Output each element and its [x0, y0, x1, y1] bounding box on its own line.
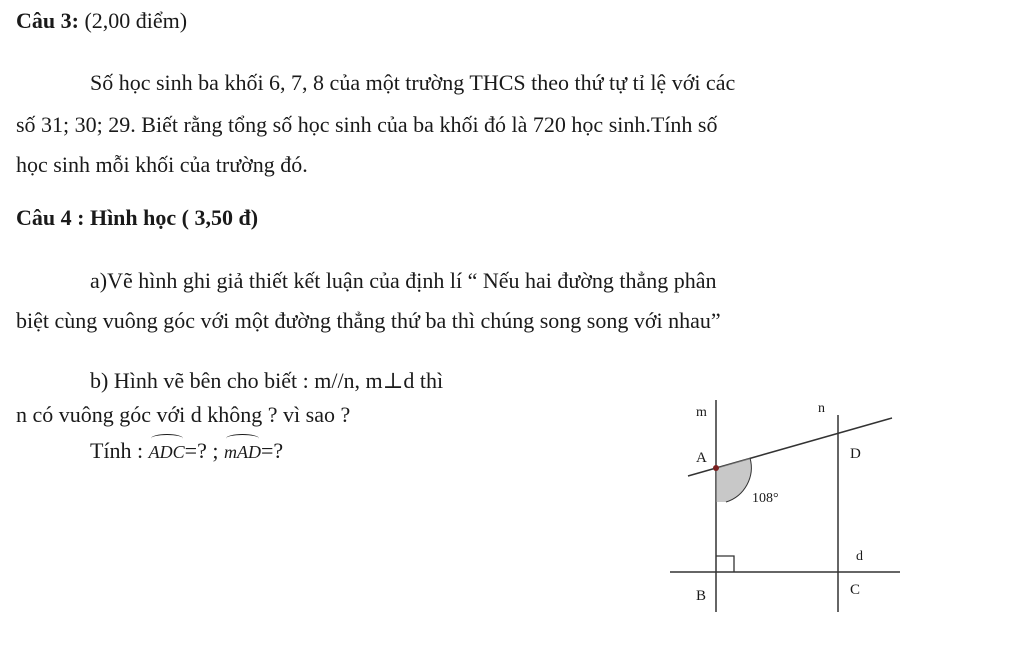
label-m: m [696, 405, 707, 420]
q4b-calc-line [90, 438, 283, 465]
angle-mad: mAD [224, 439, 261, 465]
angle-mad-suffix: =? [260, 438, 284, 463]
label-b: B [696, 588, 707, 604]
geometry-figure [660, 390, 910, 620]
q4b-line2: n có vuông góc với d không ? vì sao ? [16, 402, 351, 427]
label-d-line: d [856, 549, 863, 564]
q4-header [16, 205, 258, 231]
point-a [713, 465, 719, 471]
q3-points: (2,00 điểm) [84, 8, 188, 33]
q4b-line1: b) Hình vẽ bên cho biết : m//n, m⊥d thì [90, 368, 444, 393]
q3-text-line2: số 31; 30; 29. Biết rằng tổng số học sinh của ba khối đó là 720 học sinh.Tính số [16, 112, 718, 137]
right-angle-marker [716, 556, 734, 572]
label-a: A [696, 450, 707, 466]
angle-108-shading [716, 458, 751, 502]
q4-heading: Câu 4 : [16, 205, 85, 230]
label-angle: 108° [752, 491, 779, 506]
label-n: n [818, 401, 825, 416]
q3-text-line3: học sinh mỗi khối của trường đó. [16, 152, 308, 177]
q4-topic: Hình học ( 3,50 đ) [89, 205, 259, 230]
label-d-point: D [850, 446, 861, 462]
label-c: C [850, 582, 861, 598]
q3-text-line1: Số học sinh ba khối 6, 7, 8 của một trường THCS theo thứ tự tỉ lệ với các [90, 70, 736, 95]
q3-heading: Câu 3: [16, 8, 79, 33]
q4a-line2: biệt cùng vuông góc với một đường thẳng thứ ba thì chúng song song với nhau” [16, 308, 721, 333]
q3-header [16, 8, 187, 34]
calc-prefix: Tính : [90, 438, 144, 463]
angle-adc-suffix: =? ; [184, 438, 219, 463]
angle-adc: ADC [149, 439, 185, 465]
q4a-line1: a)Vẽ hình ghi giả thiết kết luận của định lí “ Nếu hai đường thẳng phân [90, 268, 717, 293]
